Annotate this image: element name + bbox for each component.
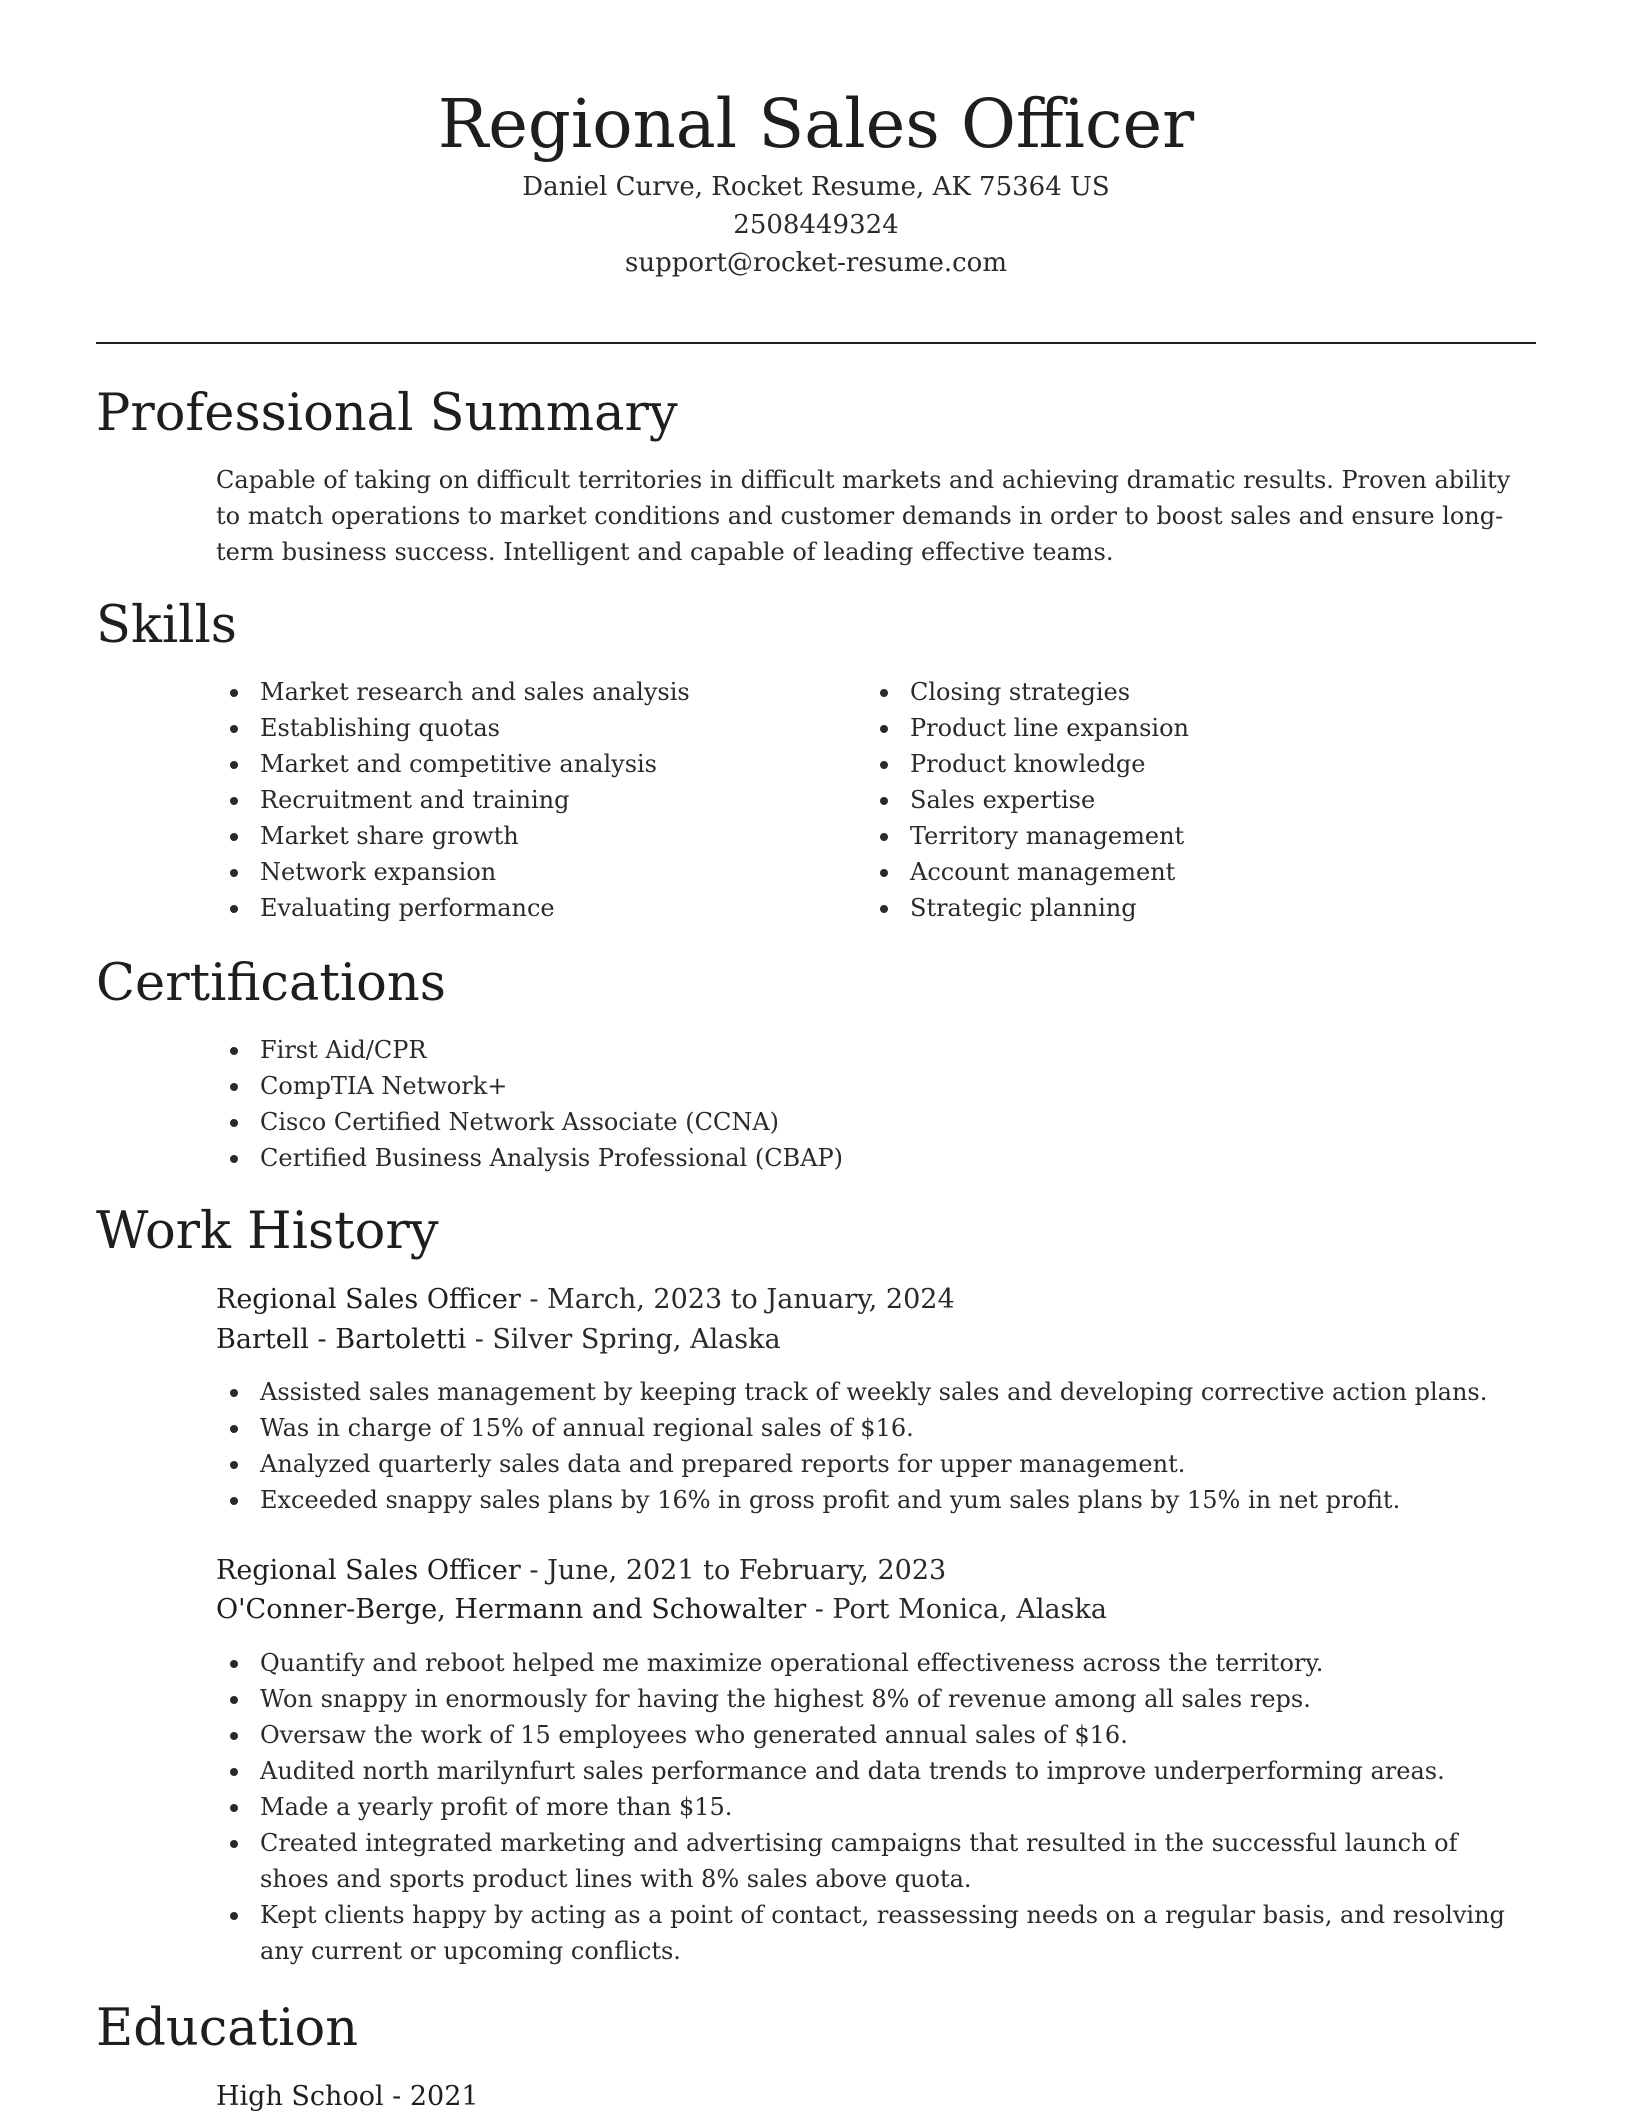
job-bullet: Quantify and reboot helped me maximize operational effectiveness across the territory. (216, 1645, 1526, 1681)
skill-item: Account management (866, 854, 1506, 890)
job-dates: - March, 2023 to January, 2024 (520, 1284, 955, 1315)
certifications-heading: Certifications (96, 954, 446, 1013)
contact-email: support@rocket-resume.com (624, 248, 1007, 278)
job-dates: - June, 2021 to February, 2023 (520, 1555, 947, 1586)
skill-item: Establishing quotas (216, 710, 856, 746)
job-bullet: Exceeded snappy sales plans by 16% in gross profit and yum sales plans by 15% in net profit. (216, 1482, 1526, 1518)
skill-item: Product knowledge (866, 746, 1506, 782)
job-company: Bartell - Bartoletti (216, 1324, 467, 1355)
job-bullet: Audited north marilynfurt sales performance and data trends to improve underperforming areas. (216, 1753, 1526, 1789)
job-location: - Silver Spring, Alaska (466, 1324, 781, 1355)
skill-item: Market and competitive analysis (216, 746, 856, 782)
skill-item: Market share growth (216, 818, 856, 854)
job-bullets (216, 1645, 1526, 1969)
certification-item: Cisco Certified Network Associate (CCNA) (216, 1104, 1516, 1140)
skill-item: Network expansion (216, 854, 856, 890)
job-title: Regional Sales Officer (216, 1555, 521, 1586)
job-bullet: Created integrated marketing and advertising campaigns that resulted in the successful launch of shoes and sports product lines with 8% sales above quota. (216, 1825, 1526, 1897)
job-title-line (216, 1552, 1516, 1590)
job-bullet: Kept clients happy by acting as a point of contact, reassessing needs on a regular basis, and resolving any current or upcoming conflicts. (216, 1897, 1526, 1969)
job-bullet: Won snappy in enormously for having the highest 8% of revenue among all sales reps. (216, 1681, 1526, 1717)
skill-item: Market research and sales analysis (216, 674, 856, 710)
job-company: O'Conner-Berge, Hermann and Schowalter (216, 1594, 807, 1625)
work-history-heading: Work History (96, 1202, 439, 1261)
skill-item: Closing strategies (866, 674, 1506, 710)
job-bullets (216, 1374, 1526, 1518)
contact-block (96, 168, 1536, 282)
skill-item: Strategic planning (866, 890, 1506, 926)
skills-list-left (216, 674, 856, 926)
skill-item: Product line expansion (866, 710, 1506, 746)
job-bullet: Was in charge of 15% of annual regional sales of $16. (216, 1410, 1526, 1446)
job-bullet: Analyzed quarterly sales data and prepared reports for upper management. (216, 1446, 1526, 1482)
certification-item: CompTIA Network+ (216, 1068, 1516, 1104)
contact-phone: 2508449324 (733, 210, 899, 240)
skill-item: Territory management (866, 818, 1506, 854)
skill-item: Sales expertise (866, 782, 1506, 818)
certification-item: Certified Business Analysis Professional (CBAP) (216, 1140, 1516, 1176)
summary-heading: Professional Summary (96, 384, 678, 443)
job-bullet: Oversaw the work of 15 employees who generated annual sales of $16. (216, 1717, 1526, 1753)
certifications-list (216, 1032, 1516, 1176)
job-title-line (216, 1281, 1516, 1319)
resume-title: Regional Sales Officer (437, 85, 1195, 163)
job-bullet: Assisted sales management by keeping track of weekly sales and developing corrective action plans. (216, 1374, 1526, 1410)
contact-address: Daniel Curve, Rocket Resume, AK 75364 US (522, 172, 1110, 202)
job-bullet: Made a yearly profit of more than $15. (216, 1789, 1526, 1825)
skills-heading: Skills (96, 596, 237, 655)
job-location: - Port Monica, Alaska (806, 1594, 1107, 1625)
education-entry: High School - 2021 (216, 2081, 479, 2112)
job-company-line (216, 1321, 1516, 1359)
summary-text: Capable of taking on difficult territories in difficult markets and achieving dramatic results. Proven ability to match operations to market conditions and customer demands in order to boost sales and ensure long-term business success. Intelligent and capable of leading effective teams. (216, 466, 1511, 566)
resume-header (96, 80, 1536, 282)
job-title: Regional Sales Officer (216, 1284, 521, 1315)
skills-list-right (866, 674, 1506, 926)
education-heading: Education (96, 1999, 359, 2058)
job-company-line (216, 1591, 1516, 1629)
certification-item: First Aid/CPR (216, 1032, 1516, 1068)
skill-item: Evaluating performance (216, 890, 856, 926)
skill-item: Recruitment and training (216, 782, 856, 818)
header-divider (96, 342, 1536, 344)
